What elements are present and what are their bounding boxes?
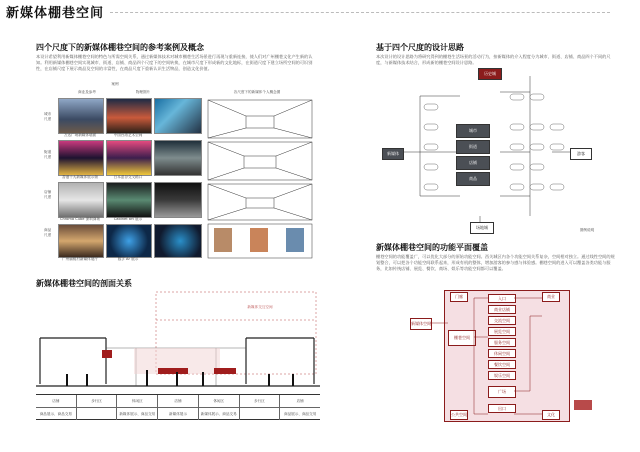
row-label-street: 街道尺度 bbox=[44, 150, 52, 159]
row-label-shop: 店铺尺度 bbox=[44, 190, 52, 199]
case-photo-10 bbox=[58, 224, 104, 258]
table-cell bbox=[239, 408, 280, 420]
node-city: 城市 bbox=[456, 124, 490, 138]
section-title-function: 新媒体棚巷空间的功能平面覆盖 bbox=[376, 243, 488, 252]
section-title-design: 基于四个尺度的设计思路 bbox=[376, 43, 464, 52]
node-history: 历史城 bbox=[478, 68, 502, 80]
func-center-label: 棚巷空间 bbox=[448, 330, 476, 346]
case-photo-11 bbox=[106, 224, 152, 258]
row-label-city: 城市尺度 bbox=[44, 112, 52, 121]
func-item: 出口 bbox=[488, 404, 516, 413]
case-photo-7 bbox=[58, 182, 104, 218]
node-new-media: 新媒体 bbox=[382, 148, 404, 160]
section-design-text: 本次设计的设计思路为将研究得到的棚巷生活场景的活动行为，按新媒体的介入程度分为城市、街道、店铺、商品四个不同的尺度，与新媒体技术结合，形成新的棚巷空间设计思路。 bbox=[376, 54, 611, 65]
section-title-section: 新媒体棚巷空间的剖面关系 bbox=[36, 279, 132, 288]
table-cell: 商品展示、商品交易 bbox=[39, 412, 73, 416]
concept-sketches bbox=[206, 98, 314, 260]
section-function-text: 棚巷空间的功能覆盖广，可以优化大部分的原始功能空间。西关城区内各个功能空间关系复杂，空间相对独立。通过线性空间的规划整合，可以把各个功能空间联系起来，形成有机的整体，增加游客的参与感与体验感。棚巷空间的进入可以覆盖各类功能与服务，比如传统店铺、展览、餐饮、商场、娱乐等功能空间都可以覆盖。 bbox=[376, 254, 615, 271]
table-cell: 步行区 bbox=[76, 395, 117, 407]
case-caption-6: Cabinet art 展示 bbox=[113, 217, 143, 221]
col-label-2: 物理图片 bbox=[135, 90, 151, 94]
col-top-label: 案例 bbox=[111, 82, 119, 86]
table-cell: 店铺 bbox=[279, 395, 320, 407]
func-item: 娱乐空间 bbox=[488, 371, 516, 380]
function-legend-swatch bbox=[574, 400, 592, 410]
row-label-goods: 商品尺度 bbox=[44, 228, 52, 237]
case-photo-5 bbox=[106, 140, 152, 176]
table-cell: 店铺 bbox=[52, 399, 60, 403]
col-label-1: 商业及参考 bbox=[78, 90, 96, 94]
table-cell: 新媒体展示、商品交易 bbox=[116, 408, 157, 420]
case-caption-7: 广州扁桃村新媒体展厅 bbox=[62, 257, 98, 261]
func-item: 商业店铺 bbox=[488, 305, 516, 314]
table-cell: 休闲区 bbox=[198, 395, 239, 407]
case-photo-9 bbox=[154, 182, 202, 218]
case-photo-1 bbox=[58, 98, 104, 134]
func-left-item-2: 公共空间 bbox=[450, 410, 468, 420]
func-item: 展览空间 bbox=[488, 327, 516, 336]
node-shop: 店铺 bbox=[456, 156, 490, 170]
case-caption-8: 数字 Ar 展示 bbox=[117, 257, 139, 261]
table-cell: 商品展示、商品交易 bbox=[279, 408, 320, 420]
node-street: 街道 bbox=[456, 140, 490, 154]
case-photo-3 bbox=[154, 98, 202, 134]
case-photo-12 bbox=[154, 224, 202, 258]
case-caption-1: 万达广场新媒体墙面 bbox=[63, 133, 97, 137]
concept-caption: 各尺度下的新媒体个人概念图 bbox=[233, 90, 281, 94]
section-title-cases: 四个尺度下的新媒体棚巷空间的参考案例及概念 bbox=[36, 43, 204, 52]
section-legend: 新媒体交互空间 bbox=[247, 305, 273, 309]
func-item: 交流空间 bbox=[488, 316, 516, 325]
table-cell: 新媒体展示 bbox=[157, 408, 198, 420]
case-caption-5: Chroma Cube 深圳商场 bbox=[59, 217, 101, 221]
case-photo-2 bbox=[106, 98, 152, 134]
case-caption-3: 香港十大新媒体展示街 bbox=[62, 175, 98, 179]
func-right-item-2: 文化 bbox=[542, 410, 560, 420]
table-cell: 步行区 bbox=[239, 395, 280, 407]
func-item: 广场 bbox=[488, 386, 516, 398]
table-cell: 新媒体展示、商品交易 bbox=[198, 408, 239, 420]
case-photo-4 bbox=[58, 140, 104, 176]
table-cell: 店铺 bbox=[157, 395, 198, 407]
func-left-item-1: 门廊 bbox=[450, 292, 468, 302]
page-title: 新媒体棚巷空间 bbox=[6, 6, 105, 21]
title-divider bbox=[110, 12, 610, 14]
func-item: 服务空间 bbox=[488, 338, 516, 347]
func-item: 入口 bbox=[488, 294, 516, 303]
design-sub-nodes bbox=[420, 84, 580, 214]
case-photo-6 bbox=[154, 140, 202, 176]
node-goods: 商品 bbox=[456, 172, 490, 186]
func-item: 休闲空间 bbox=[488, 349, 516, 358]
node-visitor: 游客 bbox=[570, 148, 592, 160]
section-cases-text: 本设计希望利用新媒体棚巷空间的特色与所需空间关系，通过新媒体技术对城市棚巷生活场景进行再现与重新连接，使人们对广州棚巷文化产生新的认知。利用新媒体棚巷空间实现城市、街道、店铺、商品四个尺度下的空间转换，在城市尺度下形成新的文化地标，在街道尺度下建立场所空间的可识别性，在店铺尺度下展示商品及空间的丰富性，在商品尺度下重新认识生活物品，创造文化价值。 bbox=[36, 54, 313, 71]
func-left-label: 新媒体空间 bbox=[410, 318, 432, 330]
design-legend: 图例说明 bbox=[579, 228, 595, 232]
func-right-item-1: 商业 bbox=[542, 292, 560, 302]
func-item: 餐饮空间 bbox=[488, 360, 516, 369]
table-cell bbox=[76, 408, 117, 420]
section-table bbox=[36, 394, 320, 420]
case-caption-4: 日本涩谷交叉路口 bbox=[113, 175, 143, 179]
node-site: 场地城 bbox=[470, 222, 494, 234]
title-bar bbox=[0, 0, 640, 24]
table-cell: 休闲区 bbox=[116, 395, 157, 407]
case-caption-2: 中国台湾艺术空间 bbox=[113, 133, 143, 137]
case-photo-8 bbox=[106, 182, 152, 218]
function-lines bbox=[430, 296, 570, 420]
